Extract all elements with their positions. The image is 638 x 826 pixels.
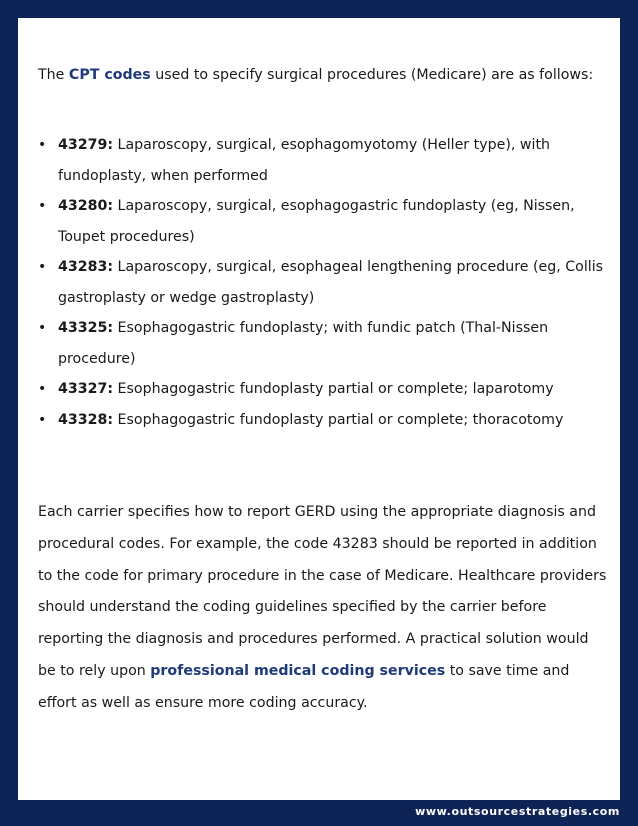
intro-text-after: used to specify surgical procedures (Medicare) are as follows: xyxy=(150,67,594,83)
code-description-continued: procedure) xyxy=(58,350,136,367)
code-description-continued: fundoplasty, when performed xyxy=(58,167,268,184)
cpt-code: 43279: xyxy=(58,137,114,153)
cpt-codes-link[interactable]: CPT codes xyxy=(68,67,151,83)
cpt-code: 43325: xyxy=(58,320,114,336)
closing-line: should understand the coding guidelines specified by the carrier before xyxy=(38,599,547,616)
list-item xyxy=(38,252,608,313)
code-description: Esophagogastric fundoplasty; with fundic patch (Thal-Nissen xyxy=(113,320,549,336)
closing-line: reporting the diagnosis and procedures performed. A practical solution would xyxy=(38,631,589,648)
code-description: Laparoscopy, surgical, esophagomyotomy (Heller type), with xyxy=(113,137,550,153)
closing-line: Each carrier specifies how to report GERD using the appropriate diagnosis and xyxy=(38,504,597,520)
bullet-icon: • xyxy=(38,137,47,153)
bullet-icon: • xyxy=(38,320,47,336)
website-url[interactable]: www.outsourcestrategies.com xyxy=(415,805,620,818)
medical-coding-services-link[interactable]: professional medical coding services xyxy=(150,662,446,679)
closing-line-text: be to rely upon xyxy=(38,662,151,679)
bullet-icon: • xyxy=(38,411,47,428)
closing-line: effort as well as ensure more coding accuracy. xyxy=(38,694,368,711)
code-description: Laparoscopy, surgical, esophageal lengthening procedure (eg, Collis xyxy=(113,259,604,275)
list-item xyxy=(38,405,608,436)
list-item xyxy=(38,191,608,252)
closing-line: procedural codes. For example, the code 43283 should be reported in addition xyxy=(38,535,597,552)
list-item xyxy=(38,374,608,405)
code-description-continued: Toupet procedures) xyxy=(58,228,195,245)
intro-text-before: The xyxy=(38,67,69,83)
code-description: Laparoscopy, surgical, esophagogastric fundoplasty (eg, Nissen, xyxy=(113,198,575,214)
code-description: Esophagogastric fundoplasty partial or complete; laparotomy xyxy=(113,381,554,397)
cpt-code: 43327: xyxy=(58,381,114,397)
list-item xyxy=(38,313,608,374)
closing-paragraph xyxy=(38,497,608,720)
cpt-code-list xyxy=(38,130,608,435)
document-page xyxy=(18,18,620,800)
bullet-icon: • xyxy=(38,381,47,397)
code-description-continued: gastroplasty or wedge gastroplasty) xyxy=(58,289,315,306)
list-item xyxy=(38,130,608,191)
closing-line: to the code for primary procedure in the case of Medicare. Healthcare providers xyxy=(38,567,607,584)
bullet-icon: • xyxy=(38,259,47,275)
cpt-code: 43328: xyxy=(58,411,114,428)
cpt-code: 43280: xyxy=(58,198,114,214)
intro-paragraph xyxy=(38,60,593,91)
cpt-code: 43283: xyxy=(58,259,114,275)
closing-line-text: to save time and xyxy=(445,662,570,679)
code-description: Esophagogastric fundoplasty partial or complete; thoracotomy xyxy=(113,411,564,428)
bullet-icon: • xyxy=(38,198,47,214)
